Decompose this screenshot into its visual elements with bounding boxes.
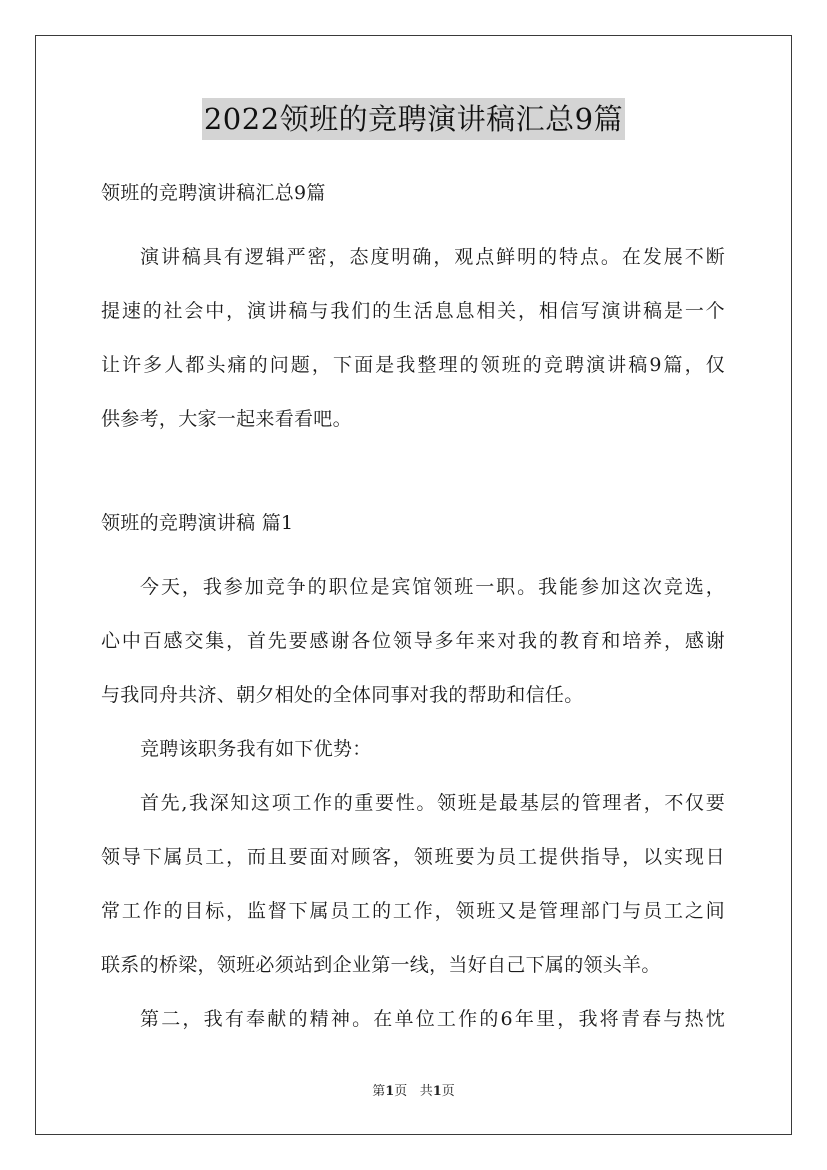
document-body xyxy=(101,176,725,1046)
page-footer xyxy=(0,1082,827,1102)
text-line: 常工作的目标，监督下属员工的工作，领班又是管理部门与员工之间 xyxy=(101,900,725,922)
total-prefix: 共 xyxy=(419,1084,433,1099)
text-line: 领导下属员工，而且要面对顾客，领班要为员工提供指导，以实现日 xyxy=(101,846,725,868)
total-pages: 1 xyxy=(432,1084,442,1099)
page-prefix: 第 xyxy=(372,1084,386,1099)
paragraph-4: 第二，我有奉献的精神。在单位工作的6年里，我将青春与热忱 xyxy=(140,1008,725,1030)
document-heading: 领班的竞聘演讲稿汇总9篇 xyxy=(101,182,326,204)
paragraph-3 xyxy=(101,776,725,992)
text-line: 与我同舟共济、朝夕相处的全体同事对我的帮助和信任。 xyxy=(101,684,584,706)
paragraph-1 xyxy=(101,560,725,722)
page-number: 1 xyxy=(385,1084,395,1099)
title-container xyxy=(0,98,827,140)
page-suffix: 页 xyxy=(394,1084,408,1099)
total-suffix: 页 xyxy=(441,1084,455,1099)
paragraph-2: 竞聘该职务我有如下优势： xyxy=(140,738,372,760)
text-line: 联系的桥梁，领班必须站到企业第一线，当好自己下属的领头羊。 xyxy=(101,954,661,976)
text-line: 首先,我深知这项工作的重要性。领班是最基层的管理者，不仅要 xyxy=(140,792,725,814)
text-line: 提速的社会中，演讲稿与我们的生活息息相关，相信写演讲稿是一个 xyxy=(101,300,725,322)
text-line: 供参考，大家一起来看看吧。 xyxy=(101,408,352,430)
document-title: 2022领班的竞聘演讲稿汇总9篇 xyxy=(202,98,625,140)
intro-paragraph xyxy=(101,230,725,446)
text-line: 今天，我参加竞争的职位是宾馆领班一职。我能参加这次竞选， xyxy=(140,576,725,598)
section-heading: 领班的竞聘演讲稿 篇1 xyxy=(101,512,294,534)
text-line: 让许多人都头痛的问题，下面是我整理的领班的竞聘演讲稿9篇，仅 xyxy=(101,354,725,376)
text-line: 演讲稿具有逻辑严密，态度明确，观点鲜明的特点。在发展不断 xyxy=(140,246,725,268)
text-line: 心中百感交集，首先要感谢各位领导多年来对我的教育和培养，感谢 xyxy=(101,630,725,652)
